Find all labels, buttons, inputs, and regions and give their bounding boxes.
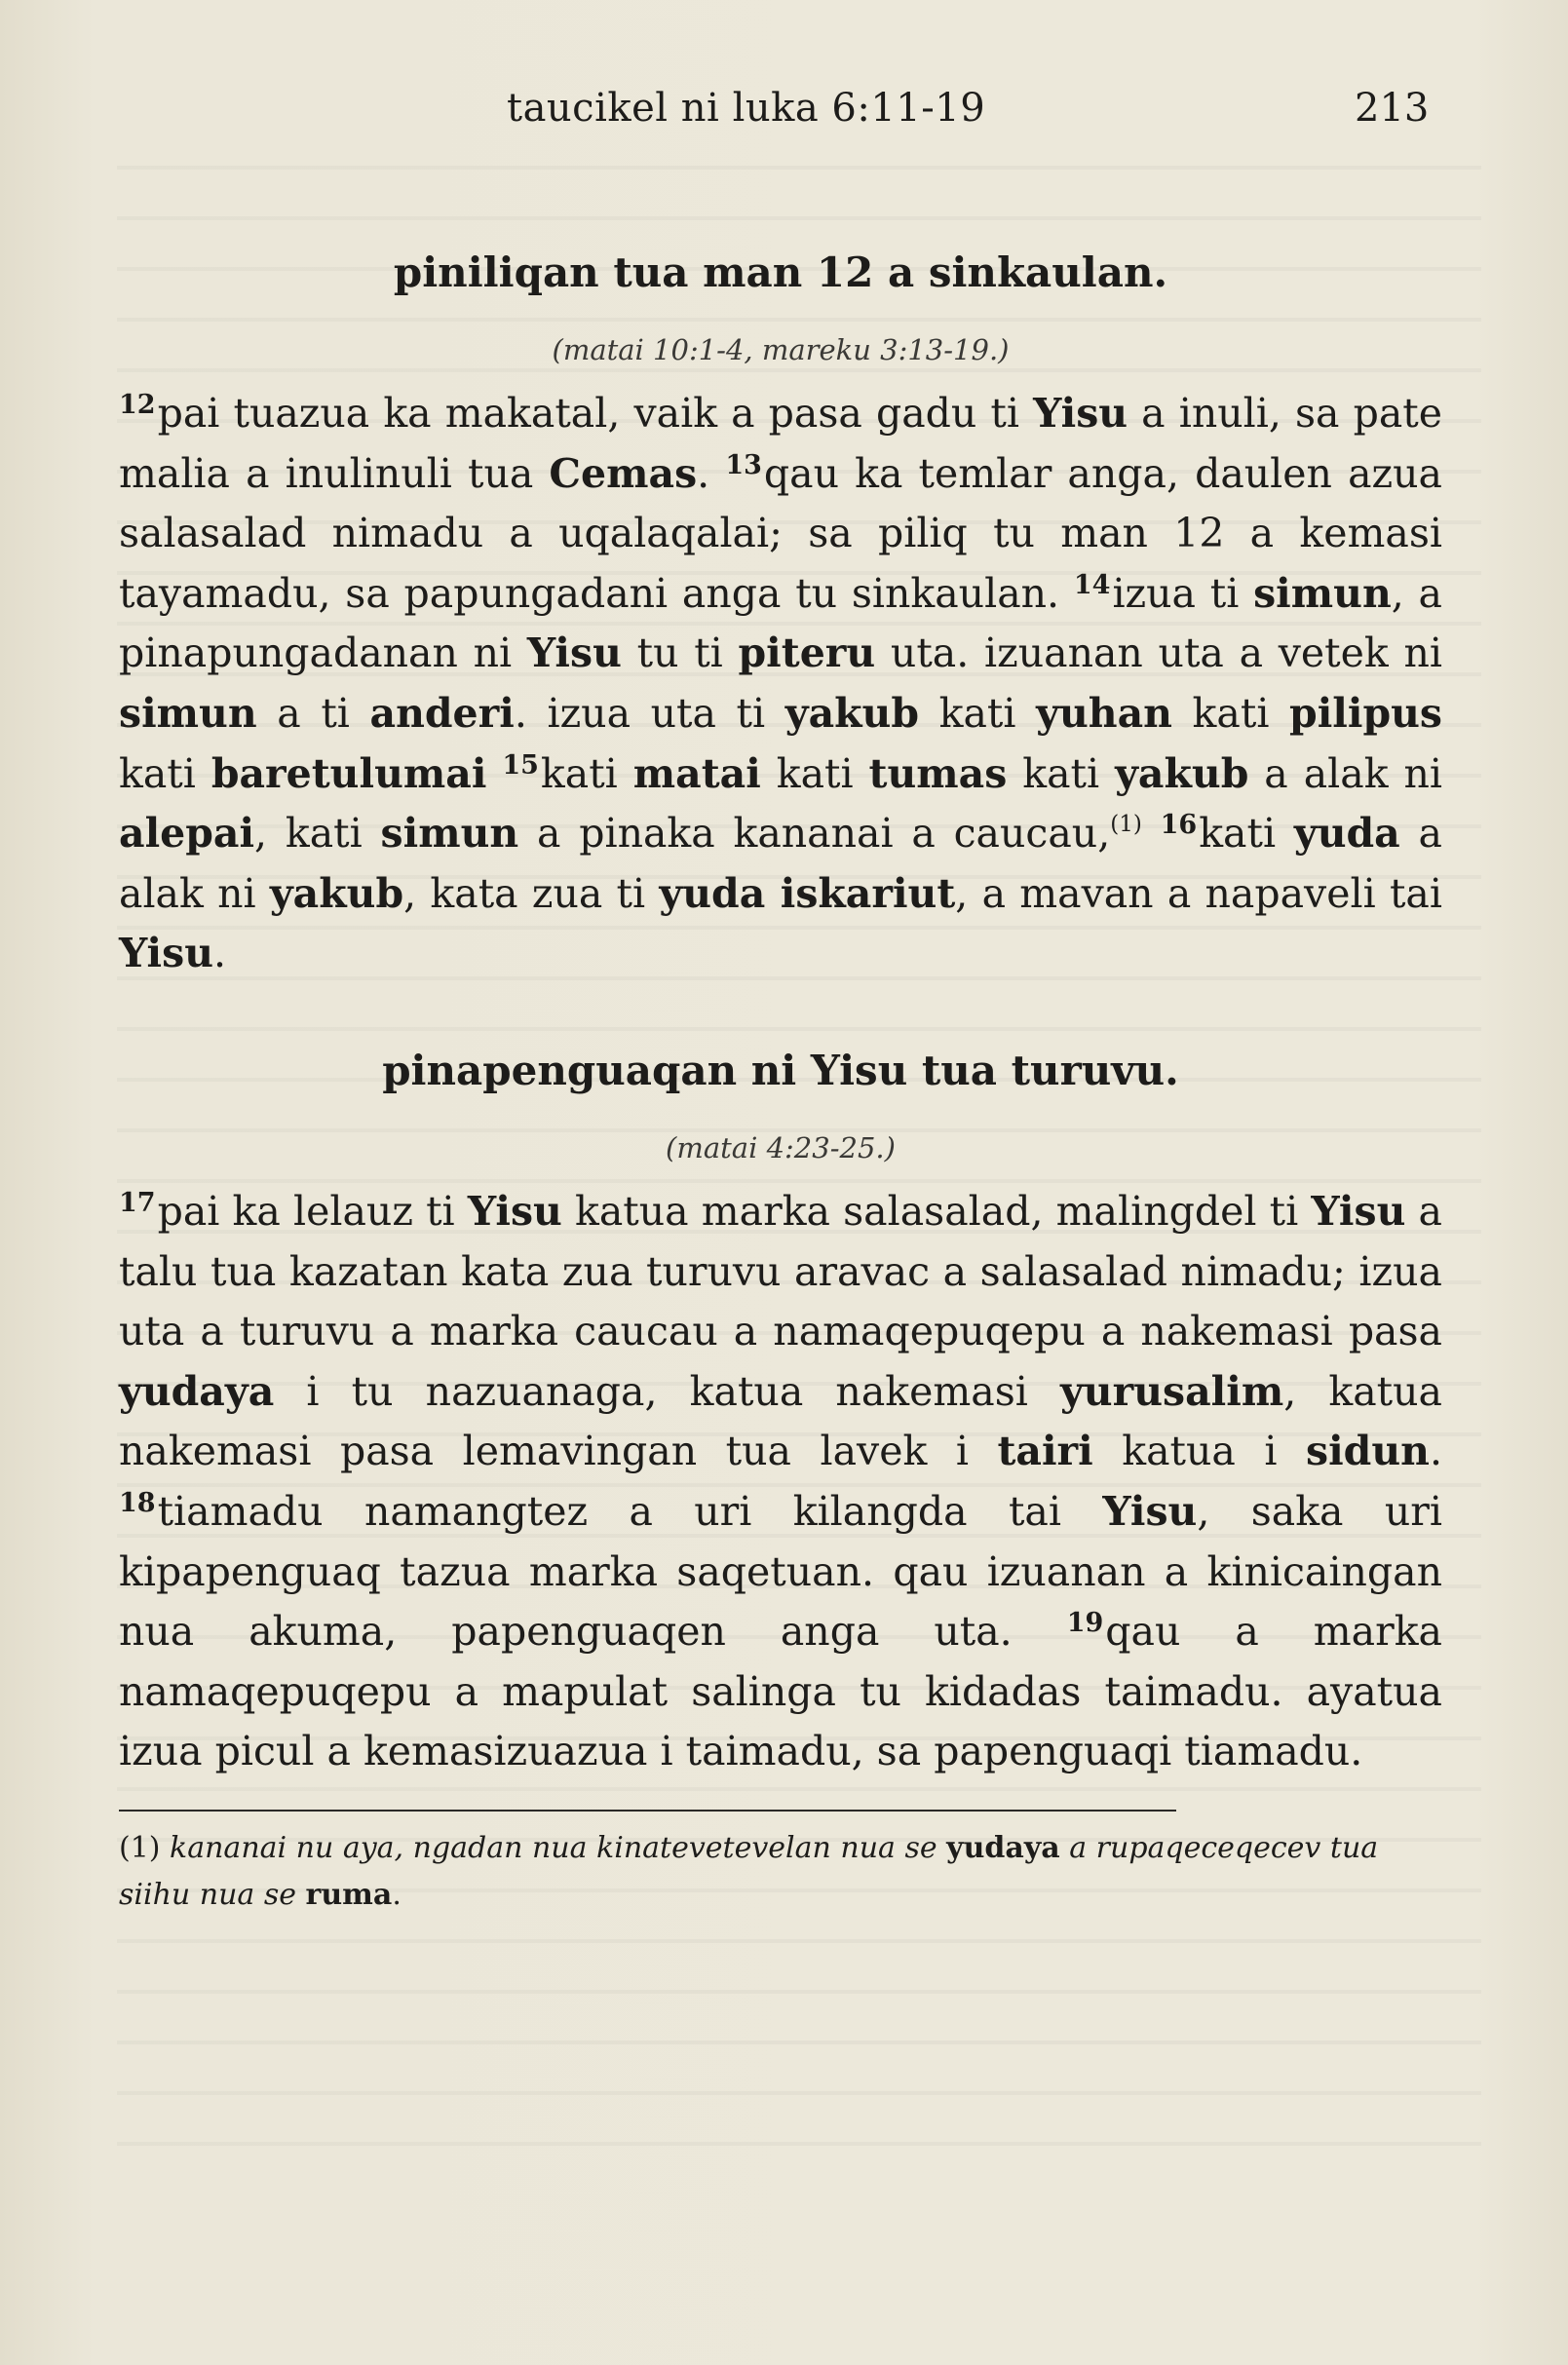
proper-name: simun — [1253, 569, 1392, 617]
running-header — [0, 86, 1568, 144]
proper-name: sidun — [1306, 1428, 1430, 1475]
footnote-text: a rupaqeceqecev tua siihu nua se — [119, 1830, 1379, 1912]
proper-name: pilipus — [1289, 689, 1442, 737]
cross-reference-2: (matai 4:23-25.) — [666, 1130, 896, 1164]
proper-name: Yisu — [1033, 390, 1128, 437]
running-title: taucikel ni luka 6:11-19 — [507, 86, 986, 131]
verse-text: qau ka temlar anga, daulen azua salasalad nimadu a uqalaqalai; sa piliq tu man 12 a kemasi tayamadu, sa papungadani anga tu sinkaulan. — [119, 449, 1442, 617]
footnote-bold-word: yudaya — [946, 1830, 1060, 1865]
proper-name: yuhan — [1036, 689, 1172, 737]
proper-name: yuda iskariut — [659, 869, 956, 917]
section-heading-1: piniliqan tua man 12 a sinkaulan. — [393, 248, 1168, 296]
footnote-end: . — [392, 1877, 402, 1912]
proper-name: yuda — [1293, 810, 1400, 858]
proper-name: anderi — [369, 689, 515, 737]
verse-number: 18 — [119, 1487, 156, 1518]
verse-number: 13 — [725, 449, 762, 480]
proper-name: simun — [119, 689, 257, 737]
paragraph-1 — [119, 384, 1442, 984]
verse-text: pai ka lelauz ti Yisu katua marka salasalad, malingdel ti Yisu a talu tua kazatan kata zua turuvu aravac a salasalad nimadu; izua uta a turuvu a marka caucau a namaqepuqepu a nakemasi pasa yudaya i tu nazuanaga, katua nakemasi yurusalim, katua nakemasi pasa lemavingan tua lavek i tairi katua i sidun. — [119, 1187, 1442, 1475]
proper-name: yudaya — [119, 1367, 275, 1415]
cross-reference-1: (matai 10:1-4, mareku 3:13-19.) — [552, 333, 1010, 366]
verse-number: 15 — [502, 749, 539, 781]
page-content — [119, 248, 1442, 1919]
footnote — [119, 1825, 1442, 1919]
proper-name: Yisu — [467, 1187, 562, 1235]
proper-name: yakub — [784, 689, 920, 737]
footnote-marker: (1) — [119, 1830, 161, 1865]
footnote-text: kananai nu aya, ngadan nua kinatevetevelan nua se — [170, 1830, 937, 1865]
paragraph-2 — [119, 1182, 1442, 1782]
page-number: 213 — [1355, 86, 1430, 131]
verse-number: 17 — [119, 1187, 156, 1218]
verse-text: pai tuazua ka makatal, vaik a pasa gadu ti Yisu a inuli, sa pate malia a inulinuli tua Cemas. — [119, 390, 1443, 497]
proper-name: Yisu — [1311, 1187, 1406, 1235]
proper-name: alepai — [119, 810, 255, 858]
footnote-bold-word: ruma — [305, 1877, 393, 1912]
proper-name: piteru — [738, 629, 876, 677]
proper-name: Yisu — [526, 629, 622, 677]
proper-name: Yisu — [119, 930, 214, 977]
proper-name: yakub — [269, 869, 404, 917]
verse-text: qau a marka namaqepuqepu a mapulat salinga tu kidadas taimadu. ayatua izua picul a kemasizuazua i taimadu, sa papenguaqi tiamadu. — [119, 1608, 1442, 1775]
verse-text: kati yuda a alak ni yakub, kata zua ti yuda iskariut, a mavan a napaveli tai Yisu. — [119, 810, 1442, 977]
footnote-reference: (1) — [1110, 812, 1142, 838]
proper-name: tumas — [868, 749, 1008, 797]
proper-name: baretulumai — [210, 749, 487, 797]
proper-name: yurusalim — [1059, 1367, 1284, 1415]
section-heading-2: pinapenguaqan ni Yisu tua turuvu. — [382, 1046, 1179, 1094]
verse-text: tiamadu namangtez a uri kilangda tai Yisu, saka uri kipapenguaq tazua marka saqetuan. qau izuanan a kinicaingan nua akuma, papenguaqen anga uta. — [119, 1487, 1442, 1656]
verse-text: kati matai kati tumas kati yakub a alak ni alepai, kati simun a pinaka kananai a caucau, — [119, 749, 1442, 858]
proper-name: tairi — [997, 1428, 1093, 1475]
proper-name: yakub — [1115, 749, 1249, 797]
verse-number: 19 — [1066, 1608, 1104, 1639]
verse-number: 14 — [1073, 569, 1111, 600]
verse-number: 12 — [119, 390, 156, 420]
verse-number: 16 — [1160, 810, 1198, 841]
proper-name: simun — [380, 810, 519, 858]
verse-text: izua ti simun, a pinapungadanan ni Yisu tu ti piteru uta. izuanan uta a vetek ni simun a ti anderi. izua uta ti yakub kati yuhan kati pilipus kati baretulumai — [119, 569, 1442, 797]
proper-name: Cemas — [549, 449, 698, 497]
footnote-divider — [119, 1810, 1176, 1812]
proper-name: Yisu — [1102, 1487, 1198, 1535]
proper-name: matai — [632, 749, 761, 797]
